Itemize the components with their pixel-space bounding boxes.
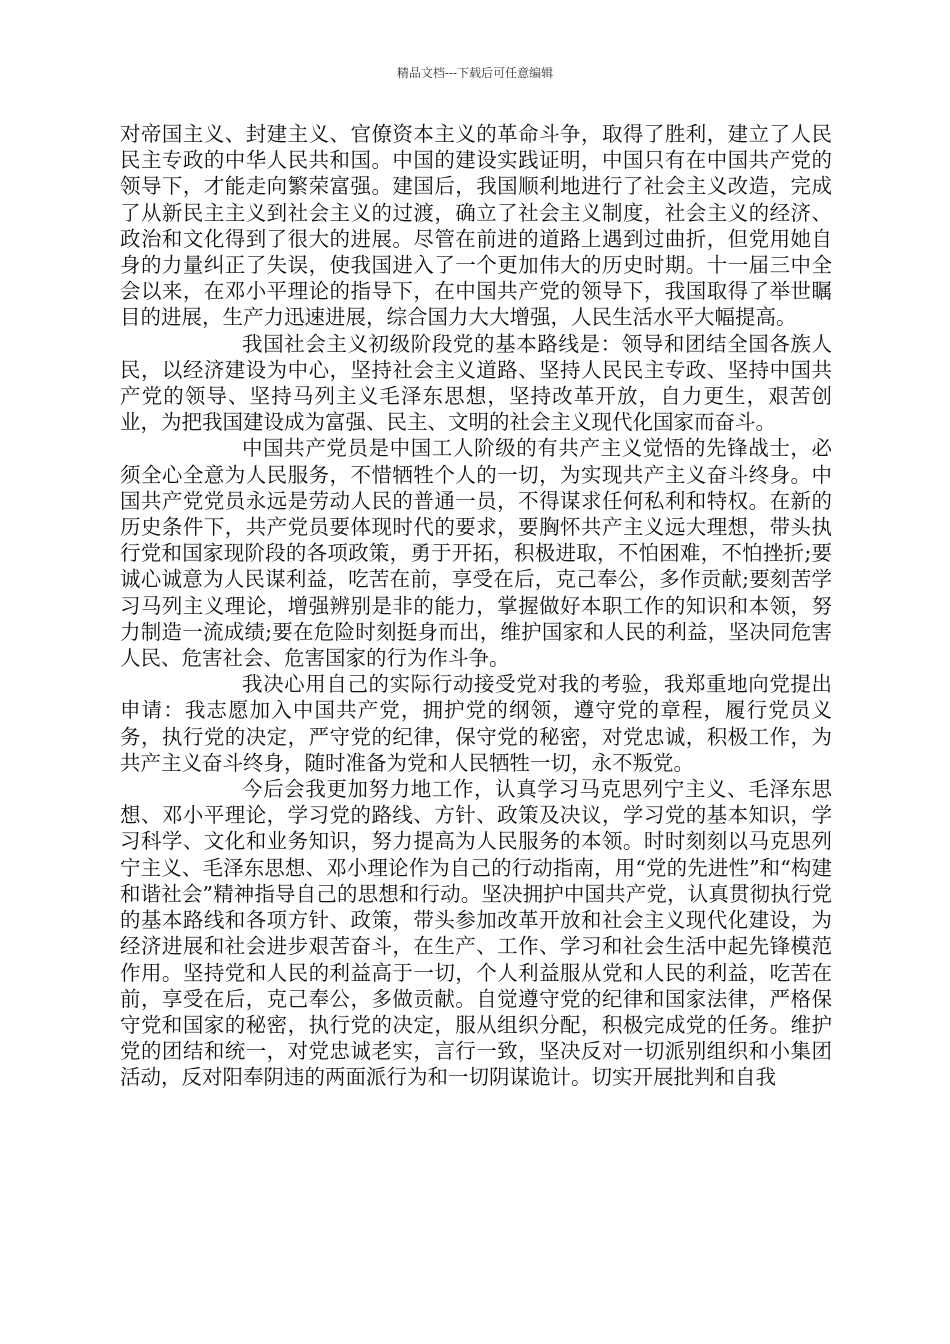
paragraph-2: 我国社会主义初级阶段党的基本路线是：领导和团结全国各族人民，以经济建设为中心，坚持社会主义道路、坚持人民民主专政、坚持中国共产党的领导、坚持马列主义毛泽东思想，坚持改革开放，自力更生，艰苦创业，为把我国建设成为富强、民主、文明的社会主义现代化国家而奋斗。: [120, 331, 832, 435]
page-header: 精品文档---下载后可任意编辑: [396, 66, 554, 80]
paragraph-1: 对帝国主义、封建主义、官僚资本主义的革命斗争，取得了胜利，建立了人民民主专政的中华人民共和国。中国的建设实践证明，中国只有在中国共产党的领导下，才能走向繁荣富强。建国后，我国顺利地进行了社会主义改造，完成了从新民主主义到社会主义的过渡，确立了社会主义制度，社会主义的经济、政治和文化得到了很大的进展。尽管在前进的道路上遇到过曲折，但党用她自身的力量纠正了失误，使我国进入了一个更加伟大的历史时期。十一届三中全会以来，在邓小平理论的指导下，在中国共产党的领导下，我国取得了举世瞩目的进展，生产力迅速进展，综合国力大大增强，人民生活水平大幅提高。: [120, 122, 832, 330]
paragraph-4: 我决心用自己的实际行动接受党对我的考验，我郑重地向党提出申请：我志愿加入中国共产党，拥护党的纲领，遵守党的章程，履行党员义务，执行党的决定，严守党的纪律，保守党的秘密，对党忠诚，积极工作，为共产主义奋斗终身，随时准备为党和人民牺牲一切，永不叛党。: [120, 672, 832, 775]
paragraph-3: 中国共产党员是中国工人阶级的有共产主义觉悟的先锋战士，必须全心全意为人民服务，不惜牺牲个人的一切，为实现共产主义奋斗终身。中国共产党党员永远是劳动人民的普通一员，不得谋求任何私利和特权。在新的历史条件下，共产党员要体现时代的要求，要胸怀共产主义远大理想，带头执行党和国家现阶段的各项政策，勇于开拓，积极进取，不怕困难，不怕挫折;要诚心诚意为人民谋利益，吃苦在前，享受在后，克己奉公，多作贡献;要刻苦学习马列主义理论，增强辨别是非的能力，掌握做好本职工作的知识和本领，努力制造一流成绩;要在危险时刻挺身而出，维护国家和人民的利益，坚决同危害人民、危害社会、危害国家的行为作斗争。: [120, 436, 832, 671]
document-body: [120, 121, 832, 1091]
paragraph-5: 今后会我更加努力地工作，认真学习马克思列宁主义、毛泽东思想、邓小平理论，学习党的路线、方针、政策及决议，学习党的基本知识，学习科学、文化和业务知识，努力提高为人民服务的本领。时时刻刻以马克思列宁主义、毛泽东思想、邓小理论作为自己的行动指南，用“党的先进性”和“构建和谐社会”精神指导自己的思想和行动。坚决拥护中国共产党，认真贯彻执行党的基本路线和各项方针、政策，带头参加改革开放和社会主义现代化建设，为经济进展和社会进步艰苦奋斗，在生产、工作、学习和社会生活中起先锋模范作用。坚持党和人民的利益高于一切，个人利益服从党和人民的利益，吃苦在前，享受在后，克己奉公，多做贡献。自觉遵守党的纪律和国家法律，严格保守党和国家的秘密，执行党的决定，服从组织分配，积极完成党的任务。维护党的团结和统一，对党忠诚老实，言行一致，坚决反对一切派别组织和小集团活动，反对阳奉阴违的两面派行为和一切阴谋诡计。切实开展批判和自我: [120, 777, 832, 1090]
